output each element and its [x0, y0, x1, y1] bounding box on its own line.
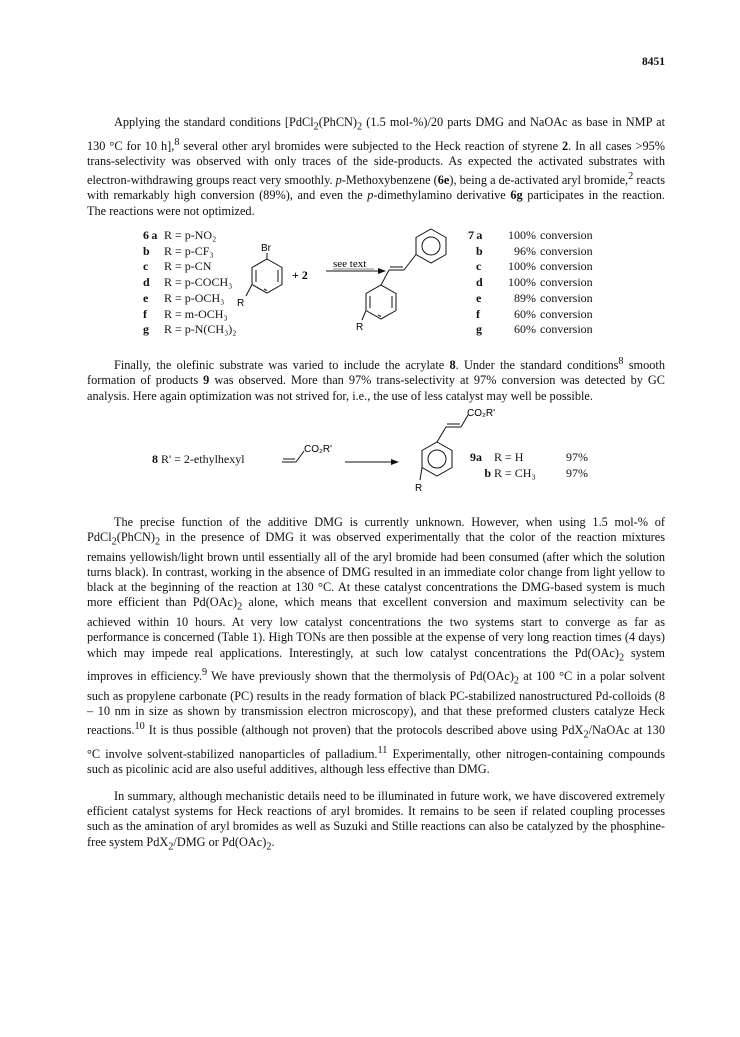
scheme2-product-list [470, 450, 588, 481]
acrylate-structure [282, 451, 304, 462]
styrene-coefficient: + 2 [292, 268, 308, 282]
product-number: 9 [470, 450, 476, 464]
reactant-row: d R = p-COCH₃ [143, 275, 233, 290]
product-row: c 100% conversion [476, 259, 593, 274]
product-ester-label: CO₂R' [467, 408, 496, 419]
cinnamate-product-structure [420, 415, 468, 480]
arrow-label: see text [333, 258, 367, 270]
acrylate-substituent: R' = 2-ethylhexyl [161, 452, 245, 466]
reaction-arrow [345, 459, 399, 465]
product-row: g 60% conversion [476, 322, 593, 337]
reactant-substituent: R = m-OCH₃ [164, 306, 228, 321]
reactant-row: e R = p-OCH₃ [143, 290, 225, 305]
acrylate-number: 8 [152, 452, 158, 466]
product-row: e 89% conversion [476, 290, 593, 305]
reactant-row: f R = m-OCH₃ [143, 306, 228, 321]
product-row: d 100% conversion [476, 275, 593, 290]
reactant-substituent: R = p-CF₃ [164, 243, 214, 258]
paragraph-heck-aryl-bromides: Applying the standard conditions [$PdCl_2(PhCN)_2$ (1.5 mol-%)/20 parts DMG and NaOAc as base in NMP at 130 °C for 10 h],$^8$ several other aryl bromides were subjected to the Heck reaction of styrene 2. In all cases >95% trans-selectivity was observed with only traces of the side-products. As expected the activated substrates with electron-withdrawing groups react very smoothly. p-Methoxybenzene (6e), being a de-activated aryl bromide,$^2$ reacts with remarkably high conversion (89%), and even the p-dimethylamino derivative 6g participates in the reaction. The reactions were not optimized. [87, 115, 666, 218]
product-row: 9a R = H 97% [470, 450, 588, 464]
reactant-row: g R = p-N(CH₃)₂ [143, 322, 237, 337]
product-row: b R = CH₃ 97% [484, 465, 588, 480]
substituent-label: R [237, 298, 245, 309]
product-substituent-label: R [356, 322, 364, 333]
product-row: 7 a 100% conversion [468, 228, 593, 242]
product-row: f 60% conversion [476, 306, 593, 321]
paragraph-dmg-function: The precise function of the additive DMG is currently unknown. However, when using 1.5 mol-% of $PdCl_2(PhCN)_2$ in the presence of DMG it was observed experimentally that the color of the reaction mixtures remains yellowish/light brown until essentially all of the aryl bromide had been consumed (after which the solution turns black). In contrast, working in the absence of DMG resulted in an immediate color change from light yellow to black at the beginning of the reaction at 130 °C. At these catalyst concentrations the DMG-based system is much more efficient than $Pd(OAc)_2$ alone, which means that excellent conversion and maximum selectivity can be achieved within 10 hours. At very low catalyst concentrations the two systems start to converge as far as performance is concerned (Table 1). High TONs are then possible at the expense of very long reaction times (4 days) which may impede real applications. Interestingly, at such low catalyst concentrations the $Pd(OAc)_2$ system improves in efficiency.$^9$ We have previously shown that the thermolysis of $Pd(OAc)_2$ at 100 °C in a polar solvent such as propylene carbonate (PC) results in the ready formation of black PC-stabilized nanostructured Pd-colloids (8 – 10 nm in size as shown by transmission electron microscopy), and that these preformed clusters catalyze Heck reactions.$^{10}$ It is thus possible (although not proven) that the protocols described above using PdX$_2$/NaOAc at 130 °C involve solvent-stabilized nanoparticles of palladium.$^{11}$ Experimentally, other nitrogen-containing compounds such as picolinic acid are also useful additives, although less effective than DMG. [87, 515, 666, 777]
reactant-substituent: R = p-NO₂ [164, 228, 217, 242]
reactant-number: 6 [143, 228, 149, 242]
reactant-substituent: R = p-CN [164, 259, 212, 274]
reactant-row: 6 a R = p-NO₂ [143, 228, 217, 242]
product-number: 7 [468, 228, 474, 242]
acrylate-ester-label: CO₂R' [304, 444, 333, 455]
page-number: 8451 [642, 56, 665, 68]
paragraph-summary: In summary, although mechanistic details need to be illuminated in future work, we have discovered extremely efficient catalyst systems for Heck reactions of aryl bromides. It remains to be seen if related coupling processes such as the amination of aryl bromides as well as Suzuki and Stille reactions can also be catalyzed by the phosphine-free system PdX$_2$/DMG or $Pd(OAc)_2$. [87, 789, 665, 853]
product-substituent-label: R [415, 483, 423, 494]
reactant-substituent: R = p-OCH₃ [164, 290, 225, 305]
reactant-substituent: R = p-COCH₃ [164, 275, 233, 290]
reactant-substituent: R = p-N(CH₃)₂ [164, 322, 237, 337]
paragraph-acrylate: Finally, the olefinic substrate was varied to include the acrylate 8. Under the standard conditions$^8$ smooth formation of products 9 was observed. More than 97% trans-selectivity at 97% conversion was detected by GC analysis. Here again optimization was not strived for, i.e., the use of less catalyst may well be possible. [87, 356, 665, 403]
bromine-label: Br [261, 243, 271, 254]
reactant-row: c R = p-CN [143, 259, 212, 274]
product-row: b 96% conversion [476, 243, 593, 258]
reactant-row: b R = p-CF₃ [143, 243, 214, 258]
